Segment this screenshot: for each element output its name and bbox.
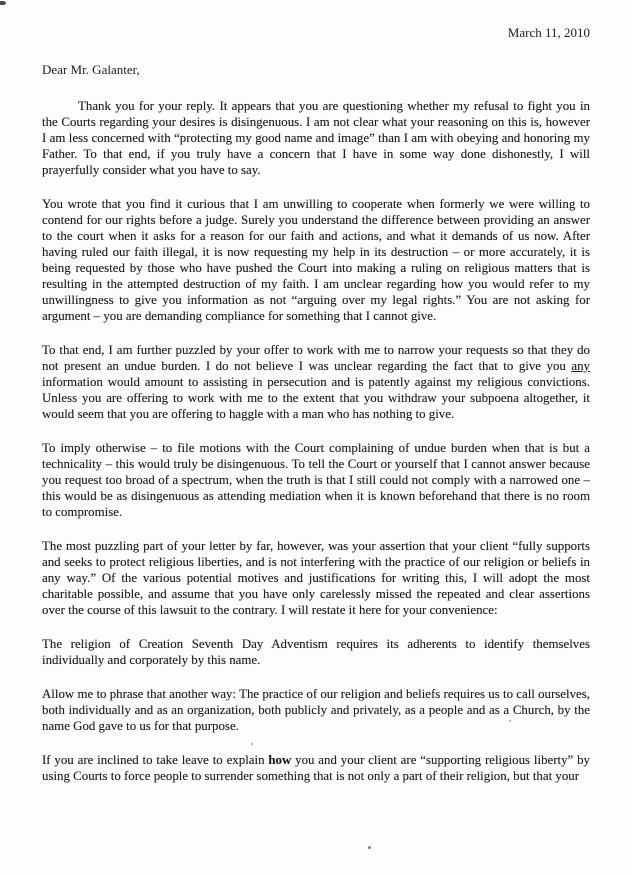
paragraph-8 bbox=[42, 752, 590, 784]
paragraph-3-text-cont: information would amount to assisting in persecution and is patently against my religious convictions. Unless you are offering to work with me to the extent that you withdraw your subpoena altogether, it would seem that you are offering to haggle with a man who has nothing to give. bbox=[42, 375, 590, 421]
paragraph-8-text-cont: you and your client are “supporting religious liberty” by using Courts to force people to surrender something that is not only a part of their religion, but that your bbox=[42, 753, 590, 783]
scan-speck-mid bbox=[251, 743, 253, 745]
paragraph-4-text: To imply otherwise – to file motions with the Court complaining of undue burden when that is but a technicality – this would truly be disingenuous. To tell the Court or yourself that I cannot answer because you request too broad of a spectrum, when the truth is that I still could not comply with a narrowed one – this would be as disingenuous as attending mediation when it is known beforehand that there is no room to compromise. bbox=[42, 441, 590, 519]
paragraph-3-text: To that end, I am further puzzled by your offer to work with me to narrow your requests so that they do not present an undue burden. I do not believe I was unclear regarding the fact that to give you bbox=[42, 343, 590, 373]
paragraph-3 bbox=[42, 342, 590, 422]
paragraph-5 bbox=[42, 538, 590, 618]
scan-speck-bottom bbox=[368, 846, 371, 849]
paragraph-8-text: If you are inclined to take leave to explain bbox=[42, 753, 269, 767]
paragraph-3-underlined-word: any bbox=[571, 359, 590, 373]
letter-date: March 11, 2010 bbox=[507, 25, 590, 40]
paragraph-8-bold-word: how bbox=[268, 753, 292, 767]
salutation: Dear Mr. Galanter, bbox=[42, 62, 140, 77]
paragraph-5-text: The most puzzling part of your letter by far, however, was your assertion that your client “fully supports and seeks to protect religious liberties, and is not interfering with the practice of our religion or beliefs in any way.” Of the various potential motives and justifications for writing this, I will adopt the most charitable possible, and assume that you have only carelessly missed the repeated and clear assertions over the course of this lawsuit to the contrary. I will restate it here for your convenience: bbox=[42, 539, 590, 617]
paragraph-6-restatement bbox=[42, 636, 590, 668]
paragraph-7-text: Allow me to phrase that another way: The practice of our religion and beliefs requires us to call ourselves, both individually and as an organization, both publicly and privately, as a people and as a Church, by the name God gave to us for that purpose. bbox=[42, 687, 590, 733]
scan-speck-right bbox=[509, 720, 511, 722]
paragraph-6-text: The religion of Creation Seventh Day Adventism requires its adherents to identify themselves individually and corporately by this name. bbox=[42, 637, 590, 667]
paragraph-1-text: Thank you for your reply. It appears that you are questioning whether my refusal to fight you in the Courts regarding your desires is disingenuous. I am not clear what your reasoning on this is, however I am less concerned with “protecting my good name and image” than I am with obeying and honoring my Father. To that end, if you truly have a concern that I have in some way done dishonestly, I will prayerfully consider what you have to say. bbox=[42, 99, 590, 177]
paragraph-1 bbox=[42, 98, 590, 178]
paragraph-2 bbox=[42, 196, 590, 324]
scan-speck-corner bbox=[0, 1, 6, 5]
paragraph-2-text: You wrote that you find it curious that I am unwilling to cooperate when formerly we were willing to contend for our rights before a judge. Surely you understand the difference between providing an answer to the court when it asks for a reason for our faith and actions, and what it demands of us now. After having ruled our faith illegal, it is now requesting my help in its destruction – or more accurately, it is being requested by those who have pushed the Court into making a ruling on religious matters that is resulting in the attempted destruction of my faith. I am unclear regarding how you would refer to my unwillingness to give you information as not “arguing over my legal rights.” You are not asking for argument – you are demanding compliance for something that I cannot give. bbox=[42, 197, 590, 323]
paragraph-7 bbox=[42, 686, 590, 734]
paragraph-4 bbox=[42, 440, 590, 520]
